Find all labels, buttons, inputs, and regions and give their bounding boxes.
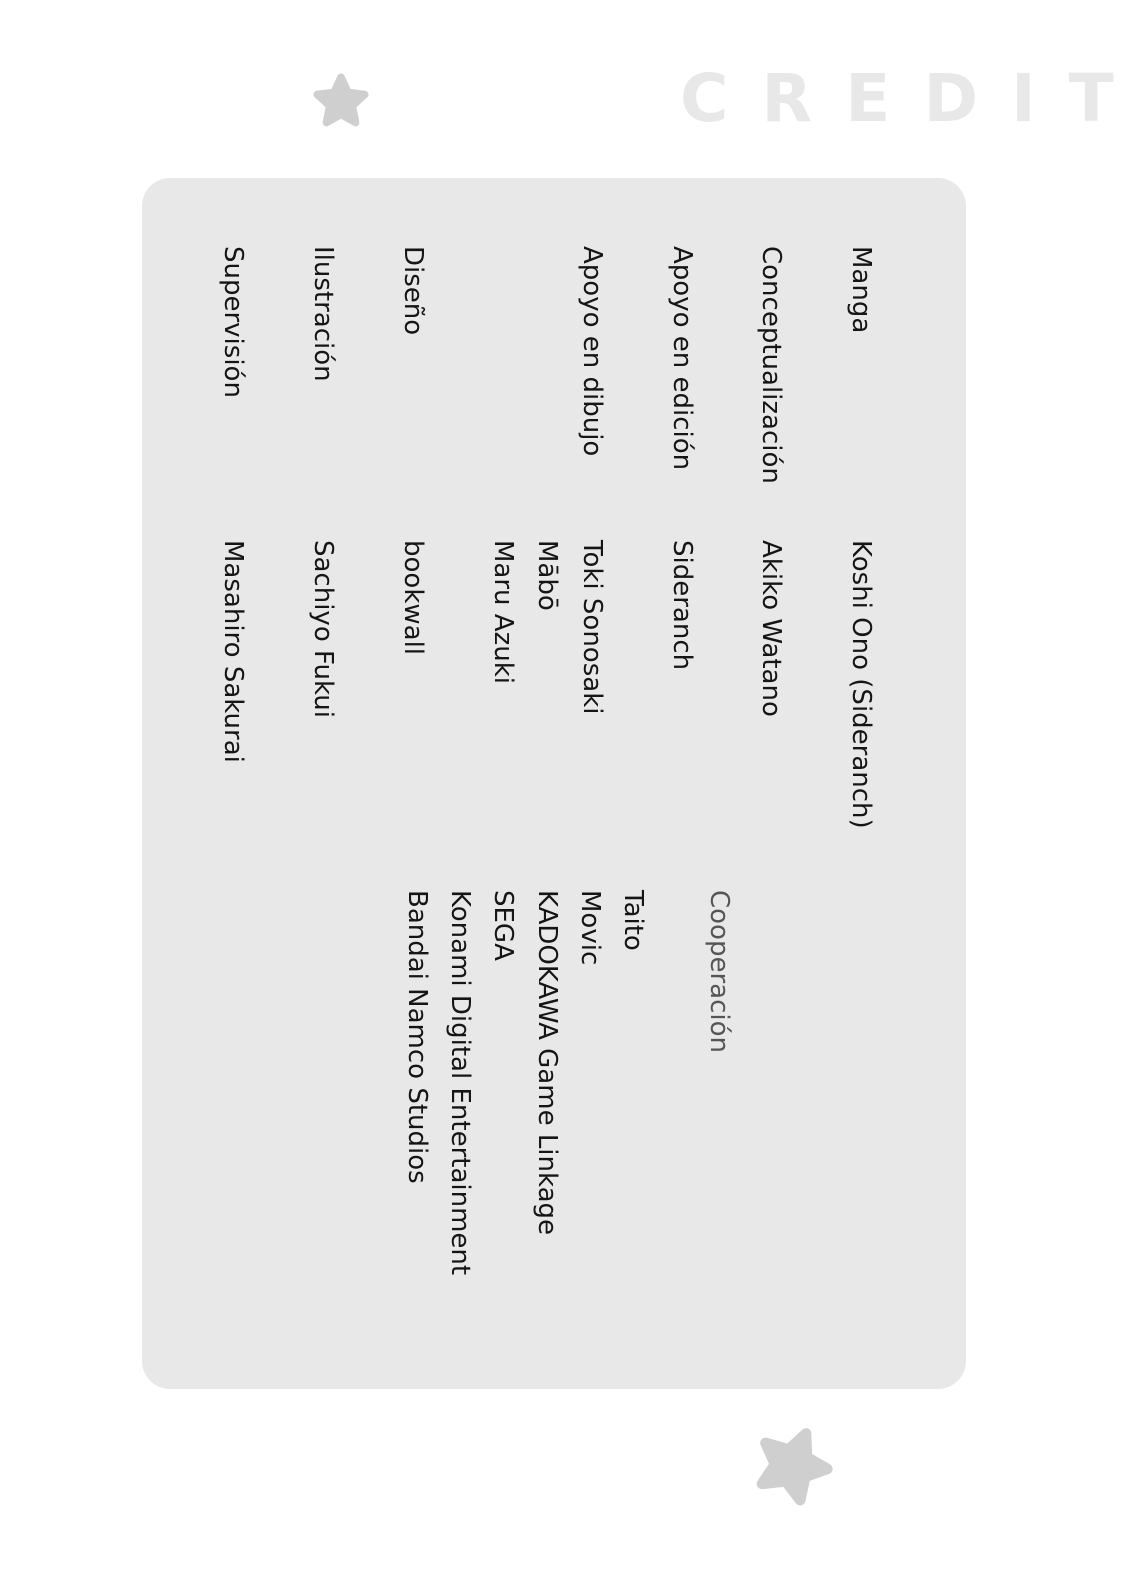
credit-name: Sideranch bbox=[667, 540, 697, 671]
credit-name: Koshi Ono (Sideranch) bbox=[846, 540, 876, 829]
cooperation-company: Taito bbox=[618, 890, 648, 951]
role-label: Apoyo en edición bbox=[667, 246, 697, 471]
cooperation-company: Konami Digital Entertainment bbox=[445, 890, 475, 1276]
credit-name: Sachiyo Fukui bbox=[308, 540, 338, 718]
credit-name: Akiko Watano bbox=[756, 540, 786, 717]
credit-name: Masahiro Sakurai bbox=[218, 540, 248, 763]
role-label: Apoyo en dibujo bbox=[577, 246, 607, 457]
role-label: Supervisión bbox=[218, 246, 248, 398]
cooperation-company: Bandai Namco Studios bbox=[402, 890, 432, 1184]
role-label: Ilustración bbox=[308, 246, 338, 382]
cooperation-heading: Cooperación bbox=[704, 890, 734, 1053]
credits-panel bbox=[142, 178, 966, 1389]
cooperation-company: KADOKAWA Game Linkage bbox=[532, 890, 562, 1236]
role-label: Diseño bbox=[398, 246, 428, 336]
credit-title: CREDIT bbox=[680, 60, 1147, 137]
role-label: Manga bbox=[846, 246, 876, 334]
star-icon bbox=[314, 74, 368, 128]
credit-name: Maru Azuki bbox=[488, 540, 518, 684]
cooperation-company: Movic bbox=[575, 890, 605, 966]
credit-name: bookwall bbox=[398, 540, 428, 656]
star-icon bbox=[756, 1428, 832, 1504]
cooperation-company: SEGA bbox=[488, 890, 518, 961]
credit-name: Toki Sonosaki bbox=[577, 540, 607, 715]
credit-name: Mābō bbox=[532, 540, 562, 611]
role-label: Conceptualización bbox=[756, 246, 786, 484]
